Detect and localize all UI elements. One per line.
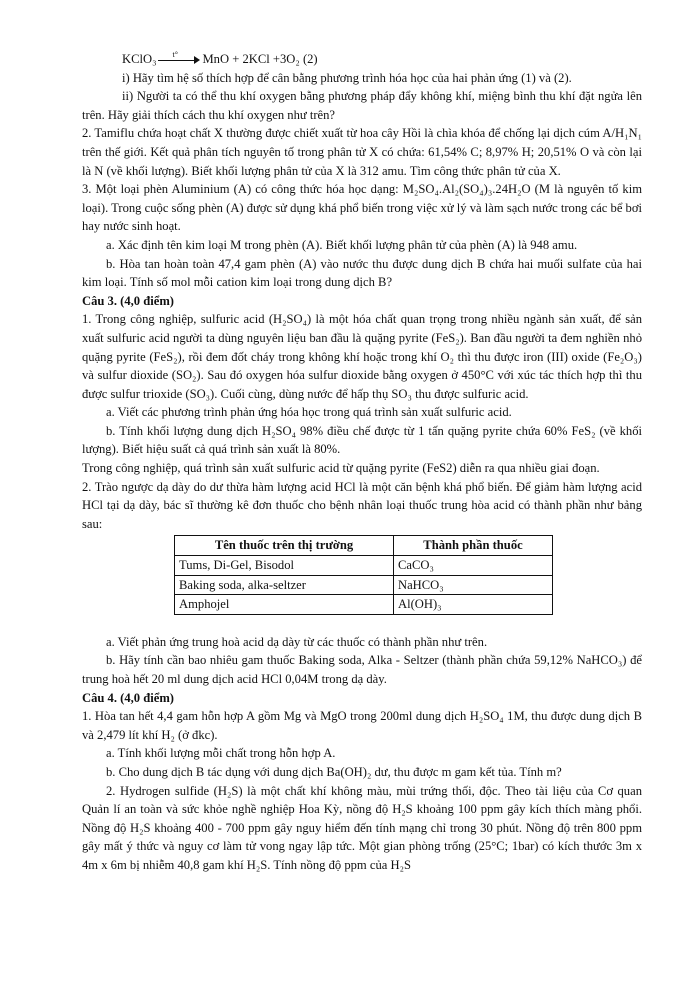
q2-item-3: 3. Một loại phèn Aluminium (A) có công thức hóa học dạng: M₂SO₄.Al₂(SO₄)₃.24H₂O (M là nguyên tố kim loại). Trong cuộc sống phèn (A) được sử dụng khá phổ biến trong việc xử lý và làm sạch nước trong các bể bơi hay nước sinh hoạt. bbox=[82, 182, 643, 234]
q3-item-1b: b. Tính khối lượng dung dịch H₂SO₄ 98% điều chế được từ 1 tấn quặng pyrite chứa 60% FeS₂ (về khối lượng). Biết hiệu suất cả quá trình sản xuất là 80%. bbox=[82, 423, 642, 457]
q3-item-1a: a. Viết các phương trình phản ứng hóa học trong quá trình sản xuất sulfuric acid. bbox=[106, 405, 512, 420]
table-row bbox=[175, 575, 553, 595]
table-header: Tên thuốc trên thị trường bbox=[175, 536, 394, 556]
table-cell: CaCO₃ bbox=[394, 556, 553, 576]
table-cell: Tums, Di-Gel, Bisodol bbox=[175, 556, 394, 576]
eq-condition: t° bbox=[172, 50, 178, 60]
table-cell: NaHCO₃ bbox=[394, 575, 553, 595]
eq-right: MnO + 2KCl +3O₂ (2) bbox=[202, 52, 318, 66]
q4-item-2: 2. Hydrogen sulfide (H₂S) là một chất khí không màu, mùi trứng thối, độc. Theo tài liệu của Cơ quan Quản lí an toàn và sức khỏe nghề nghiệp Hoa Kỳ, nồng độ H₂S khoảng 100 ppm gây kích thích màng phổi. Nồng độ H₂S khoảng 400 - 700 ppm gây nguy hiểm đến tính mạng chỉ trong 30 phút. Nồng độ trên 800 ppm gây mất ý thức và nguy cơ làm tử vong ngay lập tức. Một gian phòng trống (25°C; 1bar) có kích thước 3m x 4m x 6m bị nhiễm 40,8 gam khí H₂S. Tính nồng độ ppm của H₂S bbox=[82, 783, 642, 872]
equation-2 bbox=[82, 50, 642, 69]
medicine-table bbox=[174, 535, 553, 614]
table-cell: Baking soda, alka-seltzer bbox=[175, 575, 394, 595]
table-header: Thành phần thuốc bbox=[394, 536, 553, 556]
q3-heading: Câu 3. (4,0 điểm) bbox=[82, 293, 174, 308]
q3-item-1: 1. Trong công nghiệp, sulfuric acid (H₂SO₄) là một hóa chất quan trọng trong nhiều ngành sản xuất, để sản xuất sulfuric acid người ta dùng nguyên liệu ban đầu là quặng pyrite (FeS₂). Ban đầu người ta đem nghiền nhỏ quặng pyrite (FeS₂), rồi đem đốt cháy trong không khí hoặc trong khí O₂ thì thu được iron (III) oxide (Fe₂O₃) và sulfur dioxide (SO₂). Sau đó oxygen hóa sulfur dioxide bằng oxygen ở 450°C với xúc tác thích hợp thì thu được sulfur trioxide (SO₃). Cuối cùng, dùng nước để hấp thụ SO₃ thu được sulfuric acid. bbox=[82, 312, 642, 401]
q2-part-ii: ii) Người ta có thể thu khí oxygen bằng phương pháp đẩy không khí, miệng bình thu khí đặt ngửa lên trên. Hãy giải thích cách thu khí oxygen như trên? bbox=[82, 89, 642, 122]
q4-item-1: 1. Hòa tan hết 4,4 gam hỗn hợp A gồm Mg và MgO trong 200ml dung dịch H₂SO₄ 1M, thu được dung dịch B và 2,479 lít khí H₂ (ở đkc). bbox=[82, 709, 642, 742]
spacer bbox=[82, 619, 642, 633]
q3-item-2a: a. Viết phản ứng trung hoà acid dạ dày từ các thuốc có thành phần như trên. bbox=[106, 634, 488, 649]
q2-part-i: i) Hãy tìm hệ số thích hợp để cân bằng phương trình hóa học của hai phản ứng (1) và (2). bbox=[122, 70, 572, 85]
q4-heading: Câu 4. (4,0 điểm) bbox=[82, 690, 174, 705]
table-header-row bbox=[175, 536, 553, 556]
document-page bbox=[82, 50, 642, 875]
q2-item-3a: a. Xác định tên kim loại M trong phèn (A). Biết khối lượng phân tử của phèn (A) là 948 amu. bbox=[106, 237, 578, 252]
q2-item-3b: b. Hòa tan hoàn toàn 47,4 gam phèn (A) vào nước thu được dung dịch B chứa hai muối sulfate của hai kim loại. Tính số mol mỗi cation kim loại trong dung dịch B? bbox=[82, 256, 642, 290]
q4-item-1a: a. Tính khối lượng mỗi chất trong hỗn hợp A. bbox=[106, 746, 336, 761]
table-row bbox=[175, 556, 553, 576]
q2-item-2: 2. Tamiflu chứa hoạt chất X thường được chiết xuất từ hoa cây Hồi là chìa khóa để chống lại dịch cúm A/H₁N₁ trên thế giới. Kết quả phân tích nguyên tố trong phân tử X có chứa: 61,54% C; 8,97% H; 20,51% O và còn lại là N (về khối lượng). Biết khối lượng phân tử của X là 312 amu. Tìm công thức phân tử của X. bbox=[82, 126, 642, 178]
q4-item-1b: b. Cho dung dịch B tác dụng với dung dịch Ba(OH)₂ dư, thu được m gam kết tủa. Tính m? bbox=[106, 764, 562, 779]
reaction-arrow-icon bbox=[158, 50, 200, 65]
q3-item-1-note: Trong công nghiệp, quá trình sản xuất sulfuric acid từ quặng pyrite (FeS2) diễn ra qua nhiều giai đoạn. bbox=[82, 461, 600, 476]
q3-item-2: 2. Trào ngược dạ dày do dư thừa hàm lượng acid HCl là một căn bệnh khá phổ biến. Để giảm hàm lượng acid HCl tại dạ dày, bác sĩ thường kê đơn thuốc cho bệnh nhân loại thuốc trung hòa acid có thành phần như bảng sau: bbox=[82, 479, 642, 531]
q3-item-2b: b. Hãy tính cần bao nhiêu gam thuốc Baking soda, Alka - Seltzer (thành phần chứa 59,12% NaHCO₃) để trung hoà hết 20 ml dung dịch acid HCl 0,04M trong dạ dày. bbox=[82, 653, 642, 686]
table-row bbox=[175, 595, 553, 615]
table-cell: Amphojel bbox=[175, 595, 394, 615]
eq-left: KClO₃ bbox=[122, 52, 157, 66]
table-cell: Al(OH)₃ bbox=[394, 595, 553, 615]
